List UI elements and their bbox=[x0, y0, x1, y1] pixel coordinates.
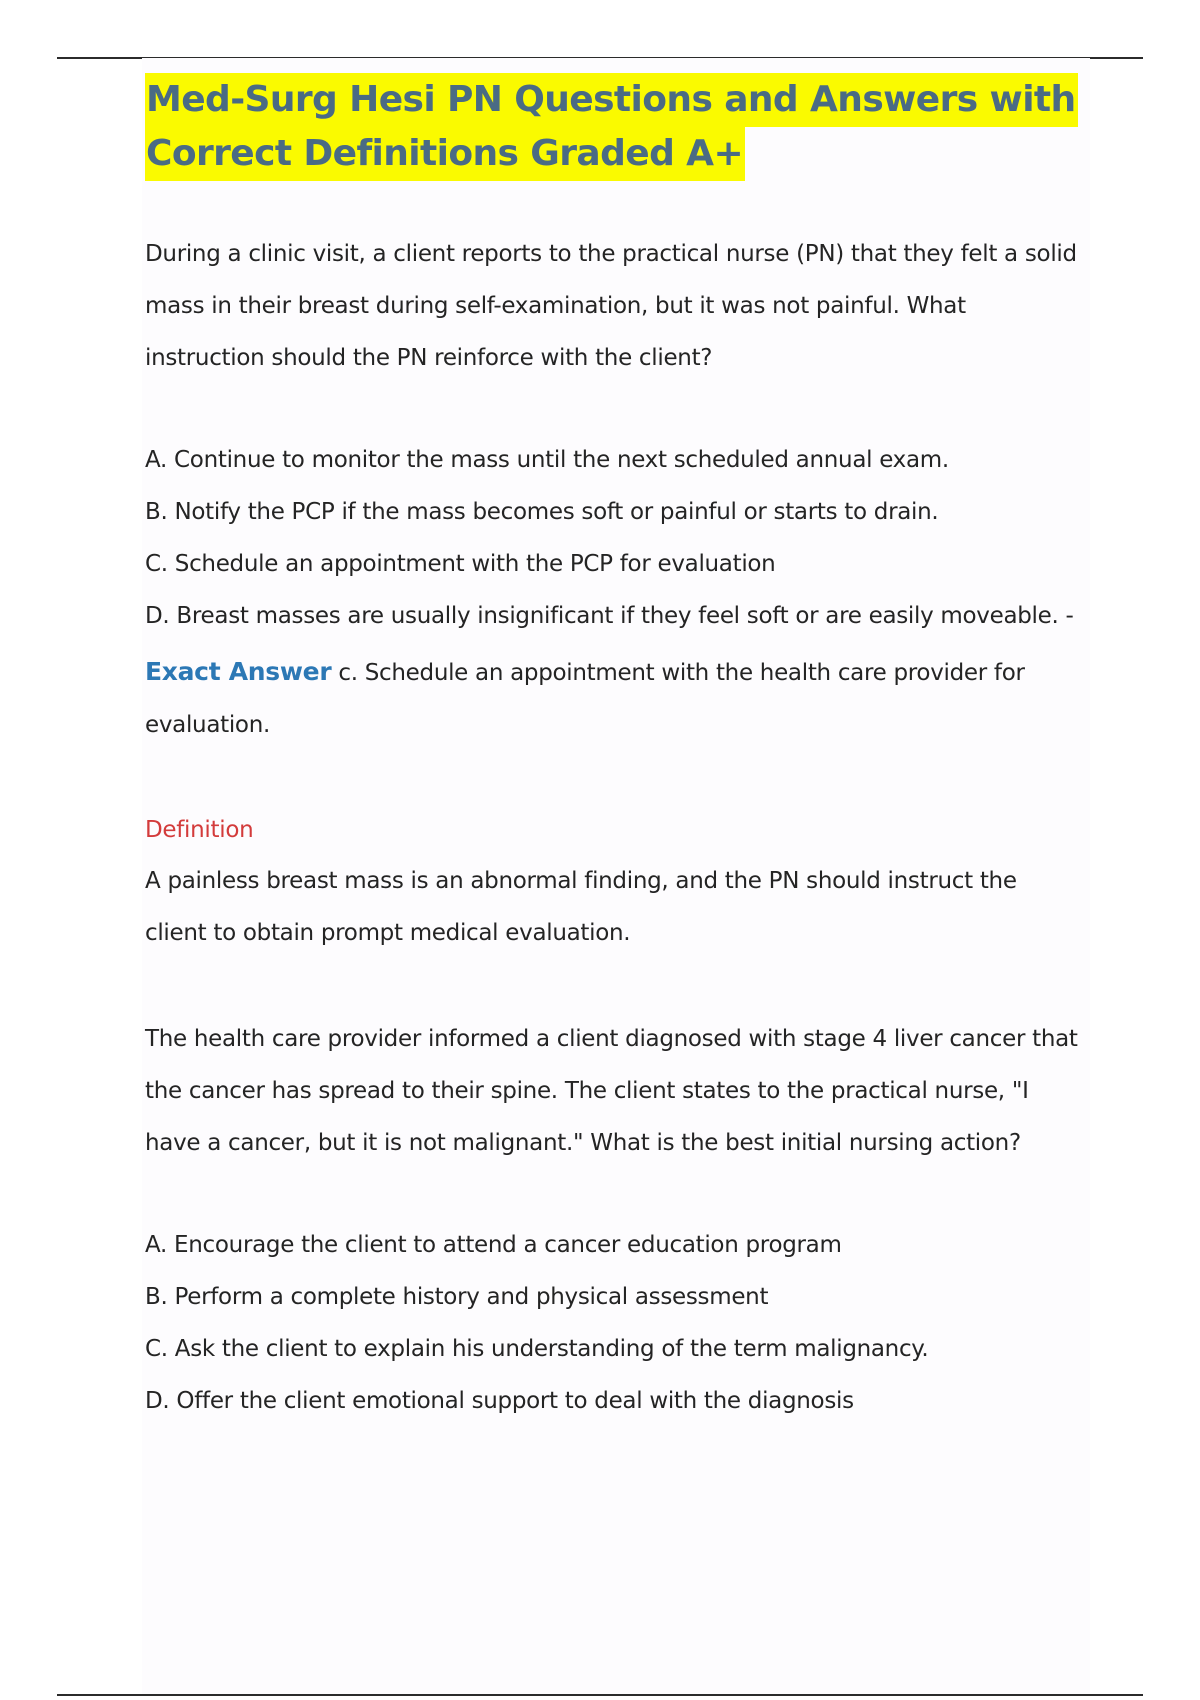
question-1-answer bbox=[145, 646, 1105, 751]
question-1-stem bbox=[145, 228, 1105, 384]
question-2-stem bbox=[145, 1013, 1105, 1169]
definition-line: client to obtain prompt medical evaluation. bbox=[145, 920, 631, 946]
stem-line: mass in their breast during self-examination, but it was not painful. What bbox=[145, 293, 966, 319]
stem-line: During a clinic visit, a client reports to the practical nurse (PN) that they felt a solid bbox=[145, 241, 1077, 267]
answer-text: c. Schedule an appointment with the health care provider for bbox=[338, 660, 1025, 686]
document-title bbox=[145, 73, 1078, 181]
option-d: D. Offer the client emotional support to deal with the diagnosis bbox=[145, 1388, 854, 1414]
stem-line: the cancer has spread to their spine. The client states to the practical nurse, "I bbox=[145, 1078, 1029, 1104]
exact-answer-label: Exact Answer bbox=[145, 657, 332, 686]
stem-line: have a cancer, but it is not malignant." What is the best initial nursing action? bbox=[145, 1130, 1021, 1156]
definition-text bbox=[145, 855, 1105, 959]
question-1-options bbox=[145, 434, 1105, 642]
option-b: B. Perform a complete history and physical assessment bbox=[145, 1284, 769, 1310]
definition-line: A painless breast mass is an abnormal finding, and the PN should instruct the bbox=[145, 868, 1017, 894]
option-a: A. Continue to monitor the mass until the next scheduled annual exam. bbox=[145, 447, 949, 473]
answer-text-continued: evaluation. bbox=[145, 712, 270, 738]
stem-line: instruction should the PN reinforce with the client? bbox=[145, 345, 713, 371]
option-a: A. Encourage the client to attend a cancer education program bbox=[145, 1232, 842, 1258]
option-c: C. Schedule an appointment with the PCP for evaluation bbox=[145, 551, 776, 577]
title-line-1: Med-Surg Hesi PN Questions and Answers with bbox=[145, 73, 1078, 127]
definition-label: Definition bbox=[145, 817, 254, 843]
bottom-rule bbox=[57, 1694, 1143, 1696]
stem-line: The health care provider informed a client diagnosed with stage 4 liver cancer that bbox=[145, 1026, 1078, 1052]
option-d: D. Breast masses are usually insignificant if they feel soft or are easily moveable. - bbox=[145, 603, 1074, 629]
title-line-2: Correct Definitions Graded A+ bbox=[145, 127, 745, 181]
option-c: C. Ask the client to explain his understanding of the term malignancy. bbox=[145, 1336, 929, 1362]
option-b: B. Notify the PCP if the mass becomes soft or painful or starts to drain. bbox=[145, 499, 939, 525]
question-2-options bbox=[145, 1219, 1105, 1427]
answer-line bbox=[145, 646, 1105, 699]
